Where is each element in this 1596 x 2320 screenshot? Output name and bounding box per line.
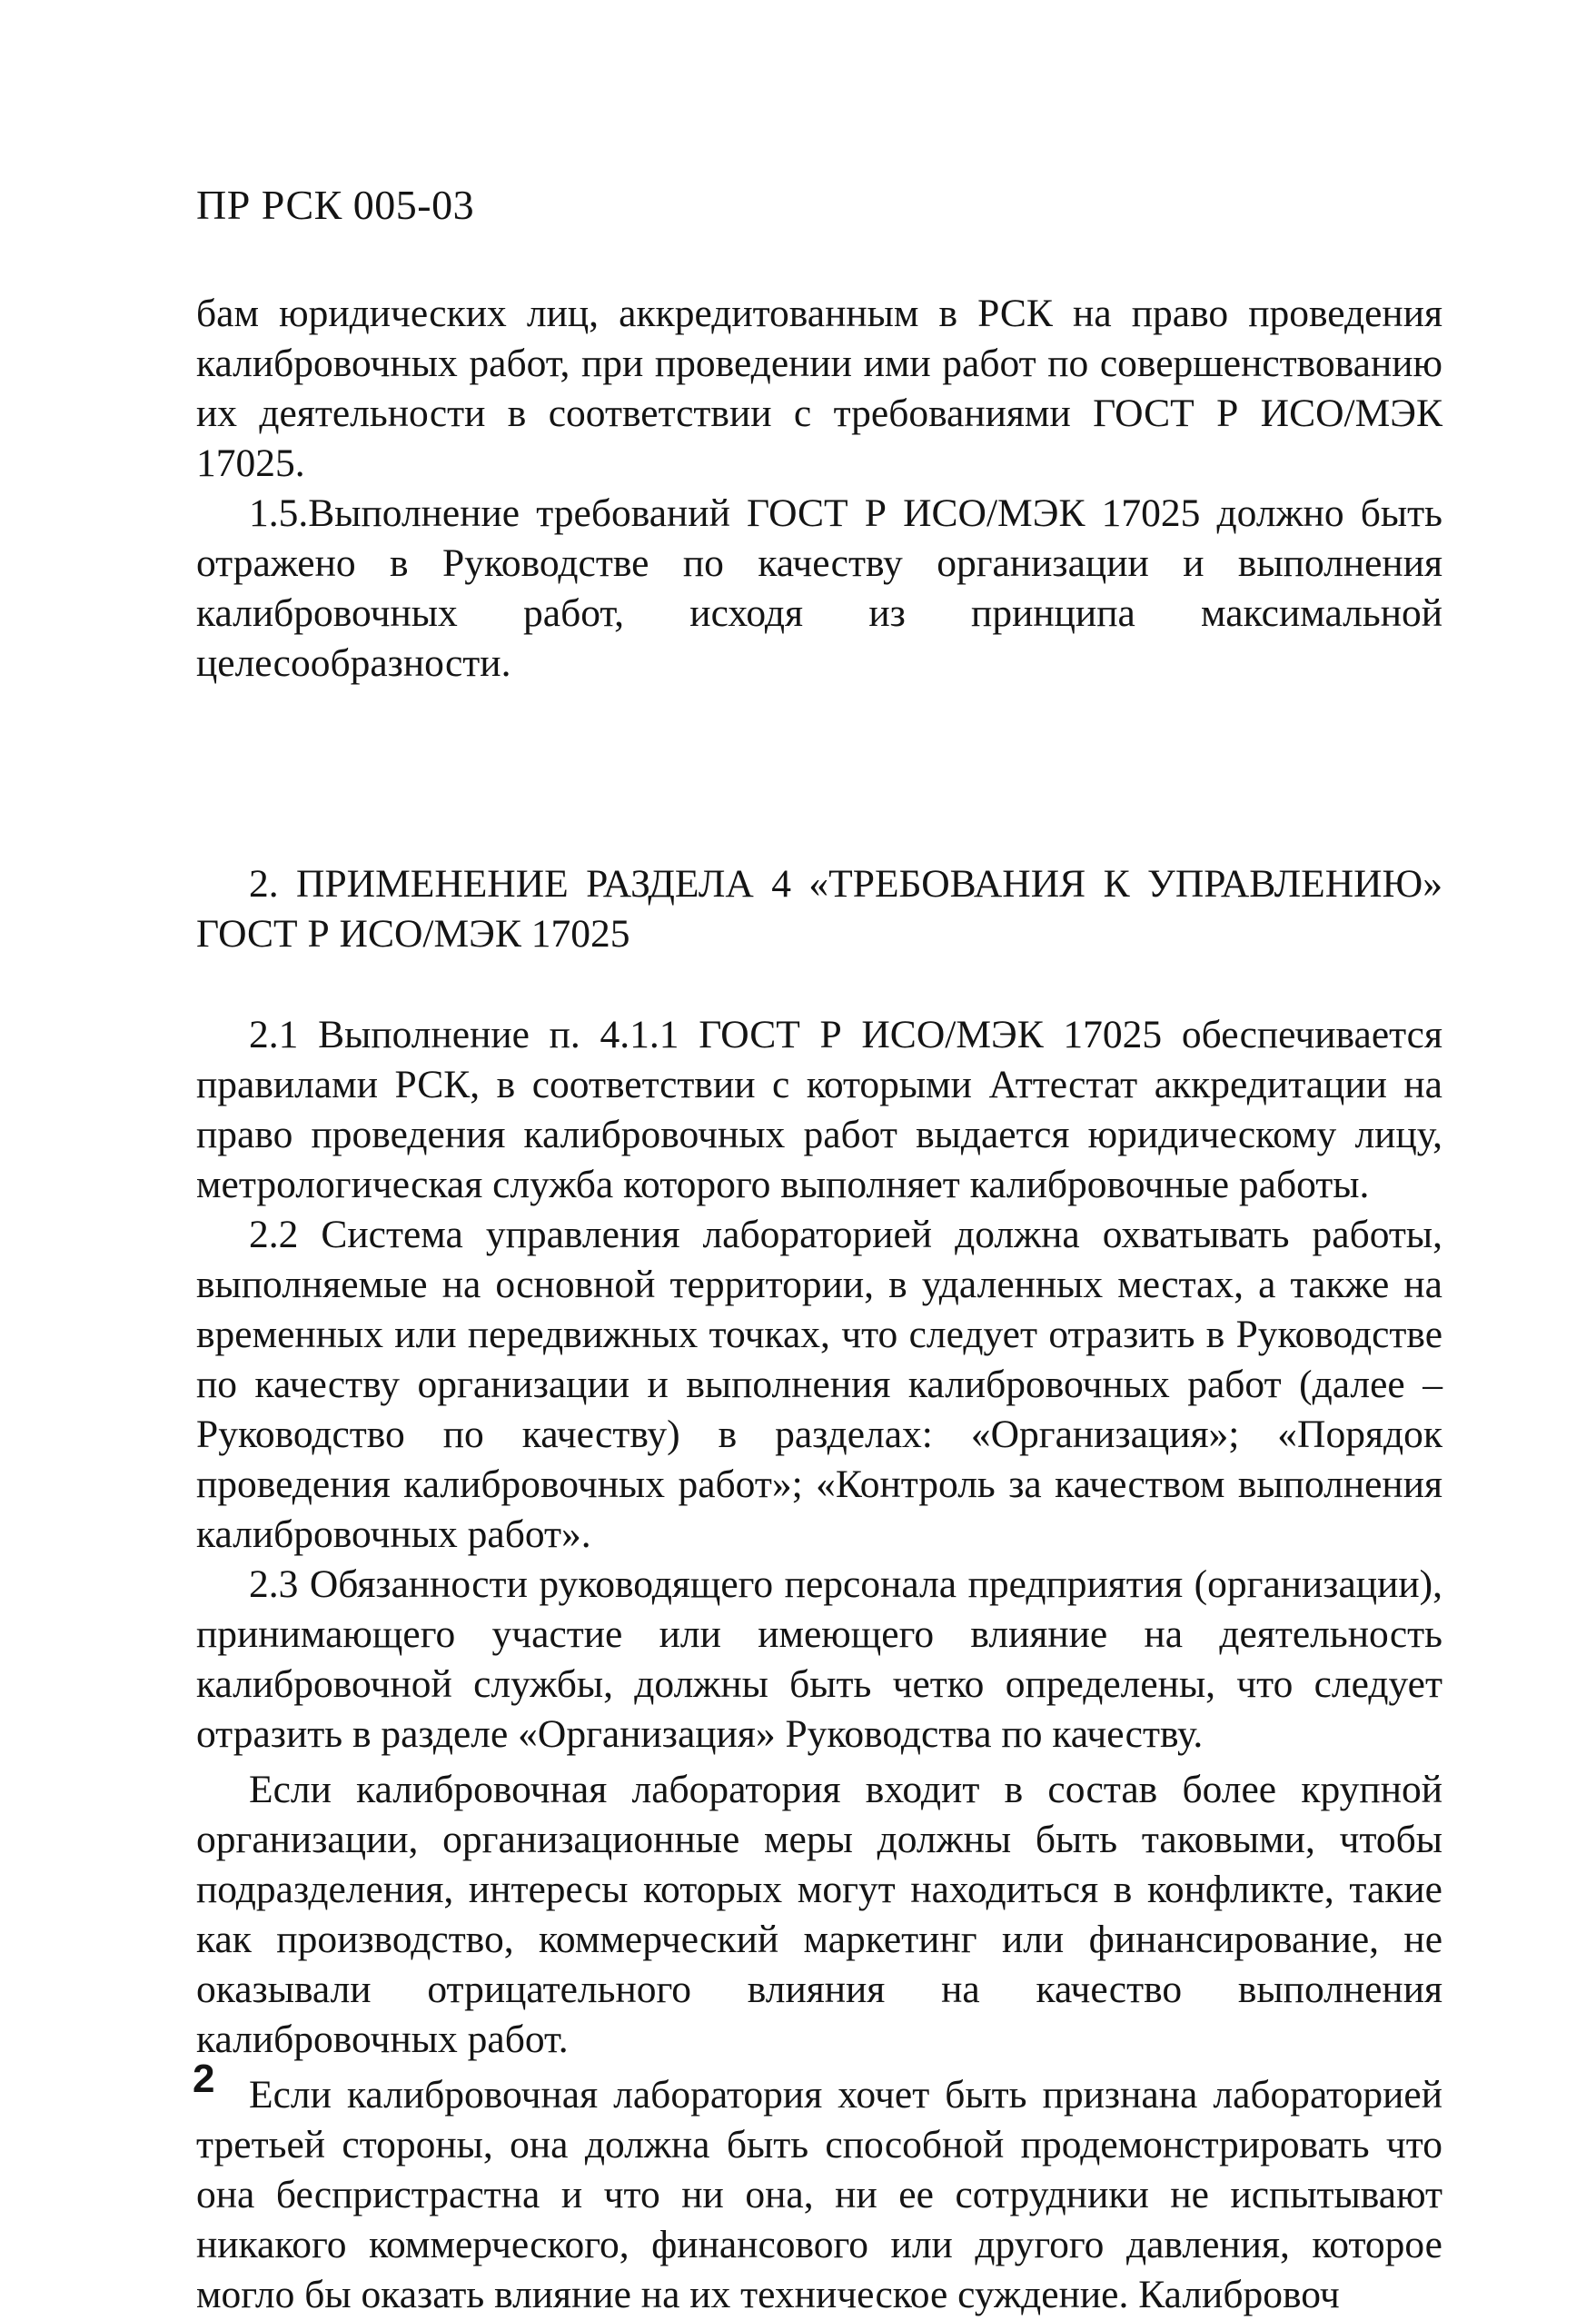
paragraph-conflict-of-interest: Если калибровочная лаборатория входит в состав более крупной организации, организационные меры должны быть таковыми, чтобы подразделения, интересы которых могут находиться в конфликте, такие как производство, коммерческий маркетинг или финансирование, не оказывали отрицательного влияния на качество выполнения калибровочных работ. xyxy=(196,1768,1442,2061)
section-heading-block xyxy=(196,859,1442,959)
section-heading: 2. ПРИМЕНЕНИЕ РАЗДЕЛА 4 «ТРЕБОВАНИЯ К УПРАВЛЕНИЮ» ГОСТ Р ИСО/МЭК 17025 xyxy=(196,862,1442,956)
paragraph-third-party: Если калибровочная лаборатория хочет быть признана лабораторией третьей стороны, она должна быть способной продемонстрировать что она беспристрастна и что ни она, ни ее сотрудники не испытывают никакого коммерческого, финансового или другого давления, которое могло бы оказать влияние на их техническое суждение. Калибровоч xyxy=(196,2073,1442,2316)
page-number: 2 xyxy=(193,2057,215,2101)
intro-text-block xyxy=(196,289,1442,689)
document-header: ПР РСК 005-03 xyxy=(196,182,475,228)
paragraph-2-2: 2.2 Система управления лабораторией должна охватывать работы, выполняемые на основной территории, в удаленных местах, а также на временных или передвижных точках, что следует отразить в Руководстве по качеству организации и выполнения калибровочных работ (далее – Руководство по качеству) в разделах: «Организация»; «Порядок проведения калибровочных работ»; «Контроль за качеством выполнения калибровочных работ». xyxy=(196,1213,1442,1556)
section-text-block xyxy=(196,1010,1442,2320)
paragraph-1-5: 1.5.Выполнение требований ГОСТ Р ИСО/МЭК 17025 должно быть отражено в Руководстве по качеству организации и выполнения калибровочных работ, исходя из принципа максимальной целесообразности. xyxy=(196,491,1442,685)
paragraph-2-3: 2.3 Обязанности руководящего персонала предприятия (организации), принимающего участие или имеющего влияние на деятельность калибровочной службы, должны быть четко определены, что следует отразить в разделе «Организация» Руководства по качеству. xyxy=(196,1562,1442,1756)
paragraph-2-1: 2.1 Выполнение п. 4.1.1 ГОСТ Р ИСО/МЭК 17025 обеспечивается правилами РСК, в соответствии с которыми Аттестат аккредитации на право проведения калибровочных работ выдается юридическому лицу, метрологическая служба которого выполняет калибровочные работы. xyxy=(196,1013,1442,1206)
paragraph-continuation: бам юридических лиц, аккредитованным в РСК на право проведения калибровочных работ, при проведении ими работ по совершенствованию их деятельности в соответствии с требованиями ГОСТ Р ИСО/МЭК 17025. xyxy=(196,292,1442,485)
